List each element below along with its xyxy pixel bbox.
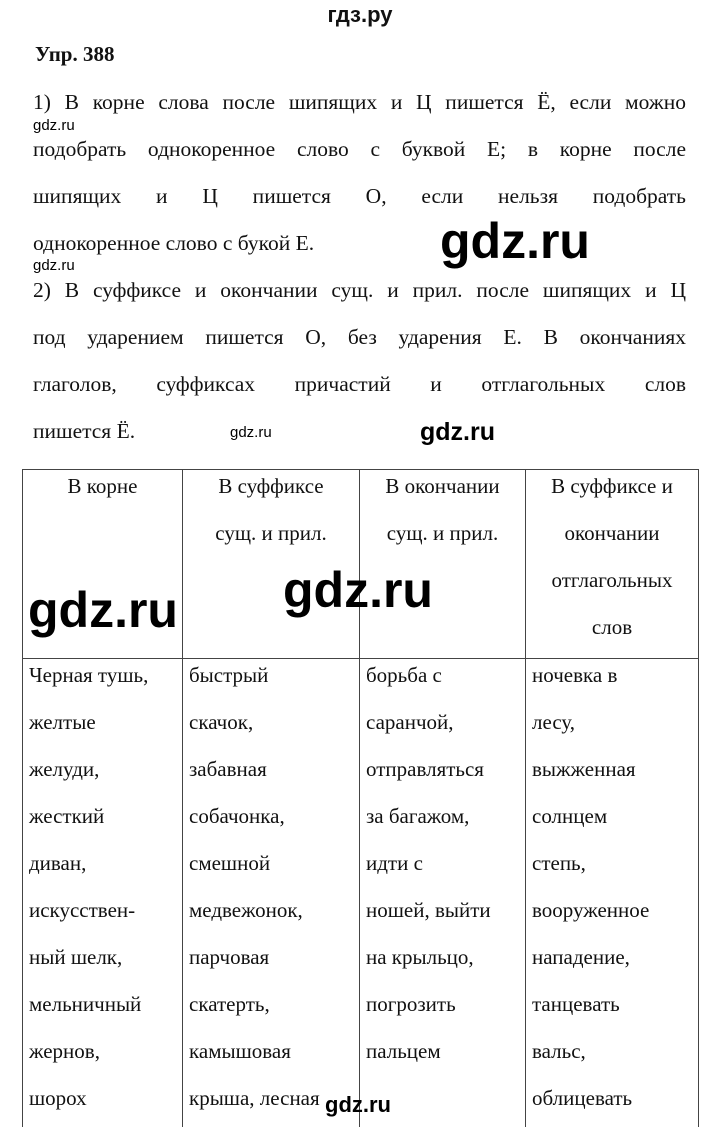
cell-line: отправляться <box>366 757 484 781</box>
cell-line: ношей, выйти <box>366 898 491 922</box>
cell-line: шорох <box>29 1086 87 1110</box>
table-row <box>23 659 699 1127</box>
table-cell <box>183 659 360 1127</box>
header-line: В корне <box>67 474 138 498</box>
cell-line: степь, <box>532 851 586 875</box>
cell-line: за багажом, <box>366 804 470 828</box>
cell-line: солнцем <box>532 804 608 828</box>
header-line: В суффиксе <box>218 474 324 498</box>
cell-line: желуди, <box>29 757 100 781</box>
header-line: слов <box>591 615 633 639</box>
cell-line: борьба с <box>366 663 442 687</box>
paragraph-line: шипящих и Ц пишется О, если нельзя подобрать <box>33 184 686 208</box>
cell-line: саранчой, <box>366 710 454 734</box>
cell-line: камышовая <box>189 1039 291 1063</box>
cell-line: нападение, <box>532 945 630 969</box>
watermark: gdz.ru <box>440 213 590 269</box>
paragraph-line: глаголов, суффиксах причастий и отглагольных слов <box>33 372 686 396</box>
cell-line: собачонка, <box>189 804 285 828</box>
cell-line: вооруженное <box>532 898 650 922</box>
cell-line: скатерть, <box>189 992 270 1016</box>
cell-line: ночевка в <box>532 663 618 687</box>
watermark: gdz.ru <box>420 418 495 446</box>
header-cell <box>526 470 699 659</box>
cell-line: на крыльцо, <box>366 945 474 969</box>
exercise-title: Упр. 388 <box>35 42 115 66</box>
paragraph-line: 1) В корне слова после шипящих и Ц пишется Ё, если можно <box>33 90 686 114</box>
paragraph-2 <box>33 276 686 464</box>
paragraph-line: подобрать однокоренное слово с буквой Е; в корне после <box>33 137 686 161</box>
cell-line: скачок, <box>189 710 254 734</box>
cell-line: пальцем <box>366 1039 441 1063</box>
watermark: gdz.ru <box>33 257 75 274</box>
watermark: gdz.ru <box>283 562 433 618</box>
header-line: отглагольных <box>551 568 673 592</box>
table-cell <box>23 659 183 1127</box>
cell-line: крыша, лесная <box>189 1086 320 1110</box>
cell-line: быстрый <box>189 663 269 687</box>
cell-line: вальс, <box>532 1039 586 1063</box>
cell-line: выжженная <box>532 757 636 781</box>
table-cell <box>526 659 699 1127</box>
cell-line: ный шелк, <box>29 945 123 969</box>
cell-line: искусствен- <box>29 898 136 922</box>
cell-line: парчовая <box>189 945 270 969</box>
cell-line: забавная <box>189 757 267 781</box>
watermark: gdz.ru <box>28 582 178 638</box>
header-line: сущ. и прил. <box>215 521 327 545</box>
cell-line: медвежонок, <box>189 898 303 922</box>
header-line: В суффиксе и <box>551 474 673 498</box>
cell-line: танцевать <box>532 992 620 1016</box>
header-line: В окончании <box>385 474 500 498</box>
cell-line: лесу, <box>532 710 576 734</box>
cell-line: жернов, <box>29 1039 100 1063</box>
watermark: gdz.ru <box>33 117 75 134</box>
site-header: гдз.ру <box>327 2 393 27</box>
paragraph-line: однокоренное слово с букой Е. <box>33 231 315 255</box>
cell-line: Черная тушь, <box>29 663 149 687</box>
cell-line: погрозить <box>366 992 456 1016</box>
cell-line: жесткий <box>29 804 105 828</box>
paragraph-line: под ударением пишется О, без ударения Е. В окончаниях <box>33 325 686 349</box>
cell-line: мельничный <box>29 992 142 1016</box>
table-cell <box>360 659 526 1127</box>
cell-line: облицевать <box>532 1086 633 1110</box>
cell-line: желтые <box>29 710 96 734</box>
paragraph-line: пишется Ё. <box>33 419 136 443</box>
watermark: gdz.ru <box>230 424 272 441</box>
cell-line: смешной <box>189 851 271 875</box>
paragraph-line: 2) В суффиксе и окончании сущ. и прил. после шипящих и Ц <box>33 278 686 302</box>
watermark: gdz.ru <box>325 1092 391 1117</box>
header-line: сущ. и прил. <box>386 521 499 545</box>
cell-line: идти с <box>366 851 423 875</box>
header-line: окончании <box>564 521 660 545</box>
cell-line: диван, <box>29 851 87 875</box>
